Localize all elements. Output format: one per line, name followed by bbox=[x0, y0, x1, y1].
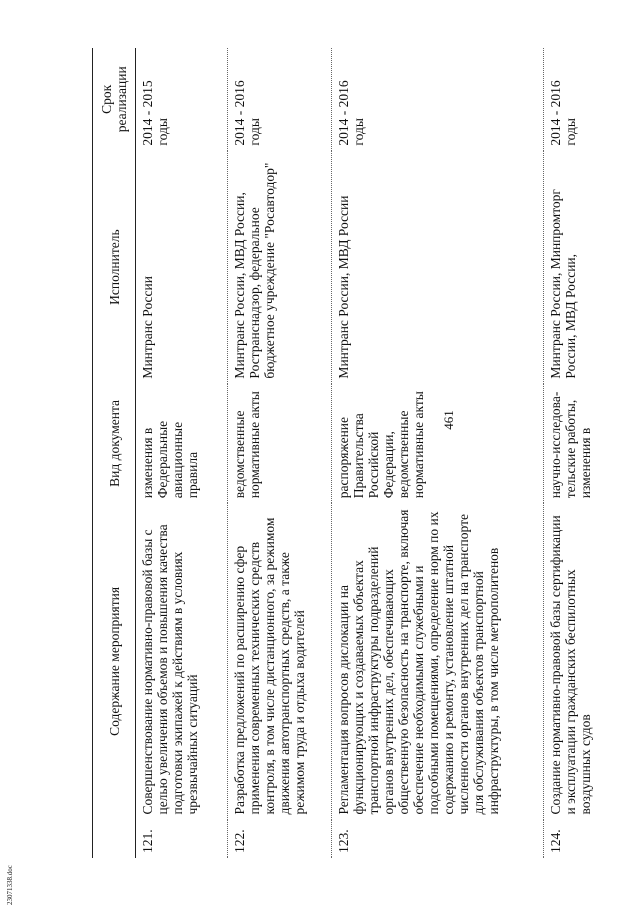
rotated-table-page bbox=[92, 48, 622, 858]
row-number: 121. bbox=[140, 829, 155, 853]
table-row bbox=[136, 48, 228, 858]
row-doc-type: изменения в Федеральные авиационные правила bbox=[140, 420, 200, 499]
row-term bbox=[544, 48, 614, 151]
row-term-line1: 2014 - 2016 bbox=[336, 80, 351, 146]
row-content: Регламентация вопросов дислокации на функционирующих и создаваемых объектах транспортной инфраструктуры подразделений органов внутренних дел, обеспечивающих общественную безопасность на транспорте, включая обеспечение необходимыми служебными и подсобными помещениями, определение норм по их содержанию и ремонту, установление штатной численности органов внутренних дел на транспорте для обслуживания объектов транспортной инфраструктуры, в том числе метрополитенов bbox=[332, 503, 544, 819]
row-term bbox=[136, 48, 228, 151]
row-executor: Минтранс России, Минпромторг России, МВД России, bbox=[544, 151, 614, 384]
row-executor: Минтранс России, МВД России bbox=[332, 151, 544, 384]
row-term-line1: 2014 - 2015 bbox=[140, 80, 155, 146]
row-content: Разработка предложений по расширению сфер применения современных технических средств контроля, в том числе дистанционного, за режимом движения автотранспортных средств, а также режимом труда и отдыха водителей bbox=[228, 503, 332, 819]
row-doc-type: научно-исследова-тельские работы, изменения в bbox=[544, 384, 614, 504]
row-executor: Минтранс России bbox=[140, 276, 155, 379]
row-term-line2: годы bbox=[563, 118, 578, 146]
row-number: 123. bbox=[332, 820, 544, 858]
row-number: 124. bbox=[544, 820, 614, 858]
table-row bbox=[544, 48, 614, 858]
measures-table bbox=[92, 48, 614, 858]
row-content: Создание нормативно-правовой базы сертификации и эксплуатации гражданских беспилотных воздушных судов bbox=[544, 503, 614, 819]
header-content: Содержание мероприятия bbox=[93, 503, 136, 819]
header-executor: Исполнитель bbox=[93, 151, 136, 384]
row-term-line1: 2014 - 2016 bbox=[548, 80, 563, 146]
header-term-line2: реализации bbox=[114, 66, 129, 133]
row-term-line2: годы bbox=[247, 118, 262, 146]
row-content: Совершенствование нормативно-правовой базы с целью увеличения объемов и повышения качества подготовки экипажей к действиям в условиях чрезвычайных ситуаций bbox=[140, 524, 200, 815]
table-row bbox=[332, 48, 544, 858]
row-term-line2: годы bbox=[351, 118, 366, 146]
header-term bbox=[93, 48, 136, 151]
header-term-line1: Срок bbox=[99, 84, 114, 114]
header-number bbox=[93, 820, 136, 858]
page-number: 461 bbox=[441, 410, 456, 430]
table-header-row bbox=[93, 48, 136, 858]
row-number: 122. bbox=[228, 820, 332, 858]
row-term-line1: 2014 - 2016 bbox=[232, 80, 247, 146]
row-term bbox=[228, 48, 332, 151]
row-doc-type: ведомственные нормативные акты bbox=[228, 384, 332, 504]
table-row bbox=[228, 48, 332, 858]
header-doc-type: Вид документа bbox=[93, 384, 136, 504]
row-doc-type: распоряжение Правительства Российской Федерации, ведомственные нормативные акты bbox=[332, 384, 544, 504]
row-term bbox=[332, 48, 544, 151]
row-executor: Минтранс России, МВД России, Ространснадзор, федеральное бюджетное учреждение "Росавтодор" bbox=[228, 151, 332, 384]
document-code: 23071338.doc bbox=[6, 865, 14, 905]
row-term-line2: годы bbox=[155, 118, 170, 146]
